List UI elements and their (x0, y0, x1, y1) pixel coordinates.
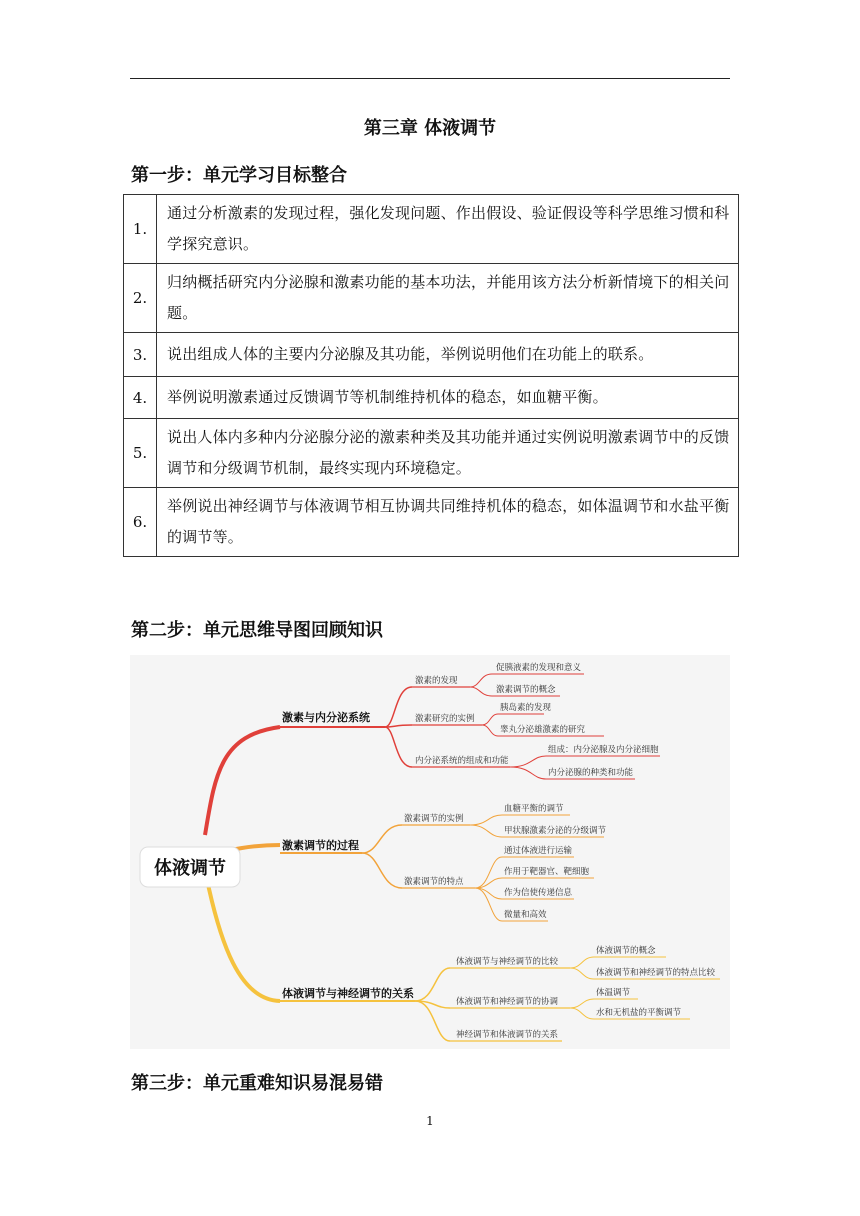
goal-number: 6. (124, 488, 157, 557)
header-rule (130, 78, 730, 79)
node-label: 神经调节和体液调节的关系 (456, 1030, 559, 1040)
branch-label: 激素与内分泌系统 (282, 711, 370, 724)
table-row (124, 333, 739, 377)
leaf-label: 胰岛素的发现 (500, 703, 552, 713)
node-label: 体液调节和神经调节的协调 (456, 997, 559, 1007)
goal-number: 3. (124, 333, 157, 377)
table-row (124, 488, 739, 557)
node-label: 内分泌系统的组成和功能 (415, 756, 509, 766)
leaf-label: 促胰液素的发现和意义 (496, 663, 582, 673)
step2-heading: 第二步：单元思维导图回顾知识 (131, 620, 383, 641)
branch-connector (205, 870, 280, 1001)
leaf-label: 睾丸分泌雄激素的研究 (500, 725, 586, 735)
chapter-title: 第三章 体液调节 (363, 118, 497, 139)
branch-label: 激素调节的过程 (282, 839, 359, 852)
leaf-label: 体温调节 (596, 988, 631, 998)
table-row (124, 195, 739, 264)
goal-text: 举例说出神经调节与体液调节相互协调共同维持机体的稳态，如体温调节和水盐平衡的调节等。 (157, 488, 739, 557)
leaf-label: 血糖平衡的调节 (504, 804, 564, 814)
goal-text: 举例说明激素通过反馈调节等机制维持机体的稳态，如血糖平衡。 (157, 377, 739, 419)
leaf-label: 微量和高效 (504, 910, 547, 920)
leaf-label: 激素调节的概念 (496, 685, 556, 695)
learning-goals-table (123, 194, 739, 557)
branch-connector (205, 727, 280, 835)
leaf-label: 内分泌腺的种类和功能 (548, 768, 634, 778)
root-label: 体液调节 (154, 858, 226, 879)
leaf-label: 甲状腺激素分泌的分级调节 (504, 826, 607, 836)
table-row (124, 419, 739, 488)
goal-number: 5. (124, 419, 157, 488)
goal-number: 2. (124, 264, 157, 333)
node-label: 激素调节的特点 (404, 877, 464, 887)
goal-text: 归纳概括研究内分泌腺和激素功能的基本功法，并能用该方法分析新情境下的相关问题。 (157, 264, 739, 333)
leaf-label: 通过体液进行运输 (504, 846, 573, 856)
node-label: 体液调节与神经调节的比较 (456, 957, 559, 967)
leaf-label: 水和无机盐的平衡调节 (596, 1008, 682, 1018)
leaf-label: 体液调节和神经调节的特点比较 (596, 968, 716, 978)
goal-text: 通过分析激素的发现过程，强化发现问题、作出假设、验证假设等科学思维习惯和科学探究意识。 (157, 195, 739, 264)
table-row (124, 377, 739, 419)
goal-text: 说出人体内多种内分泌腺分泌的激素种类及其功能并通过实例说明激素调节中的反馈调节和分级调节机制，最终实现内环境稳定。 (157, 419, 739, 488)
goal-number: 4. (124, 377, 157, 419)
node-label: 激素的发现 (415, 676, 458, 686)
leaf-label: 组成：内分泌腺及内分泌细胞 (548, 745, 659, 755)
leaf-label: 作为信使传递信息 (504, 888, 573, 898)
branch-label: 体液调节与神经调节的关系 (282, 987, 414, 1000)
step1-heading: 第一步：单元学习目标整合 (131, 165, 347, 186)
leaf-label: 作用于靶器官、靶细胞 (504, 867, 590, 877)
goal-text: 说出组成人体的主要内分泌腺及其功能，举例说明他们在功能上的联系。 (157, 333, 739, 377)
node-label: 激素研究的实例 (415, 714, 475, 724)
mind-map (130, 655, 730, 1049)
page-number: 1 (426, 1114, 434, 1128)
step3-heading: 第三步：单元重难知识易混易错 (131, 1073, 383, 1094)
table-row (124, 264, 739, 333)
goal-number: 1. (124, 195, 157, 264)
leaf-label: 体液调节的概念 (596, 946, 656, 956)
node-label: 激素调节的实例 (404, 814, 464, 824)
